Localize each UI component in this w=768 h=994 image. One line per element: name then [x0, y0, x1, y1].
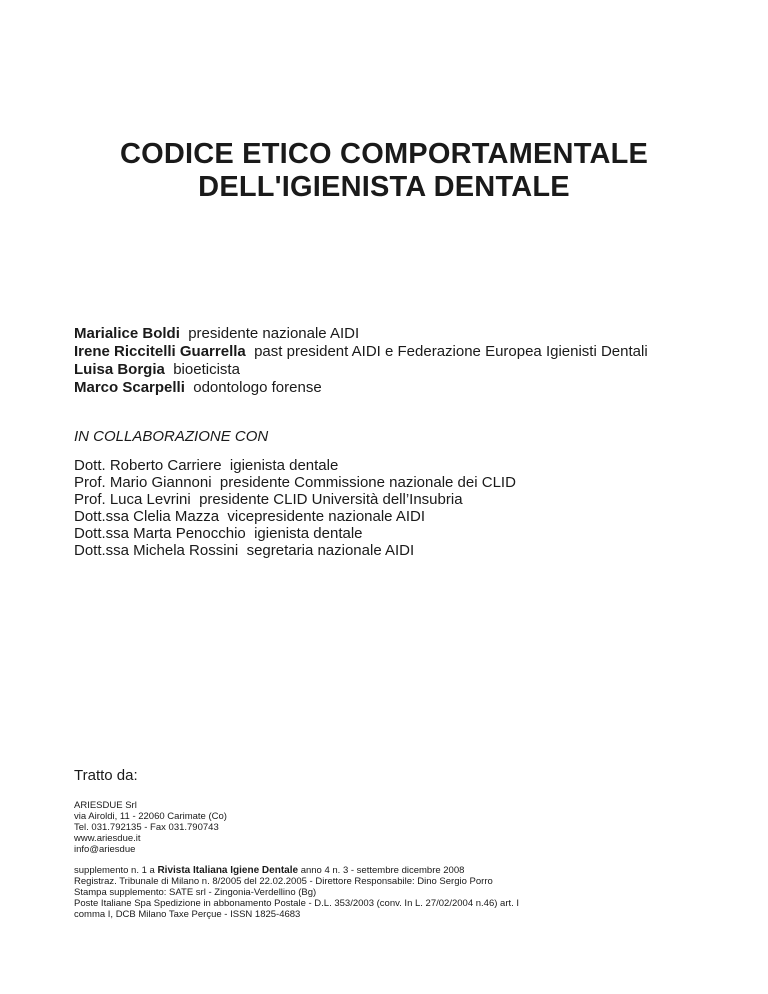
collaborator-role: igienista dentale	[229, 457, 339, 474]
author-role: presidente nazionale AIDI	[188, 325, 360, 342]
author-row	[74, 379, 648, 397]
document-title	[0, 138, 768, 204]
author-name: Irene Riccitelli Guarrella	[74, 343, 246, 360]
author-row	[74, 343, 648, 361]
publisher-phone: Tel. 031.792135 - Fax 031.790743	[74, 822, 219, 833]
title-line-2: DELL'IGIENISTA DENTALE	[198, 171, 570, 203]
collaborator-role: vicepresidente nazionale AIDI	[227, 508, 426, 525]
publisher-email: info@ariesdue	[74, 844, 136, 855]
journal-name: Rivista Italiana Igiene Dentale	[157, 865, 299, 876]
author-row	[74, 325, 648, 343]
collaborator-name: Dott. Roberto Carriere	[74, 457, 222, 474]
publisher-name: ARIESDUE Srl	[74, 800, 137, 811]
collaborator-role: igienista dentale	[254, 525, 363, 542]
collaborator-row	[74, 474, 516, 491]
collaborator-row	[74, 525, 516, 542]
publisher-website: www.ariesdue.it	[74, 833, 141, 844]
issn-line: comma I, DCB Milano Taxe Perçue - ISSN 1825-4683	[74, 909, 301, 920]
supplement-suffix: anno 4 n. 3 - settembre dicembre 2008	[298, 865, 465, 876]
author-name: Luisa Borgia	[74, 361, 165, 378]
author-role: odontologo forense	[193, 379, 322, 396]
collaborator-name: Dott.ssa Marta Penocchio	[74, 525, 246, 542]
supplement-prefix: supplemento n. 1 a	[74, 865, 158, 876]
supplement-info	[74, 865, 694, 920]
title-line-1: CODICE ETICO COMPORTAMENTALE	[119, 138, 649, 170]
collaborator-row	[74, 508, 516, 525]
printing-line: Stampa supplemento: SATE srl - Zingonia-Verdellino (Bg)	[74, 887, 317, 898]
collaborator-row	[74, 457, 516, 474]
collaborator-name: Prof. Luca Levrini	[74, 491, 191, 508]
author-name: Marialice Boldi	[74, 325, 180, 342]
collaborator-name: Dott.ssa Michela Rossini	[74, 542, 239, 559]
collaborator-name: Dott.ssa Clelia Mazza	[74, 508, 220, 525]
collaborator-role: segretaria nazionale AIDI	[246, 542, 415, 559]
authors-list	[74, 325, 648, 397]
author-row	[74, 361, 648, 379]
registration-line: Registraz. Tribunale di Milano n. 8/2005 del 22.02.2005 - Direttore Responsabile: Dino Sergio Porro	[74, 876, 493, 887]
collaborator-role: presidente Commissione nazionale dei CLID	[219, 474, 516, 491]
collaborator-name: Prof. Mario Giannoni	[74, 474, 212, 491]
author-role: bioeticista	[173, 361, 240, 378]
author-role: past president AIDI e Federazione Europea Igienisti Dentali	[254, 343, 648, 360]
source-label: Tratto da:	[74, 767, 138, 784]
publisher-address: via Airoldi, 11 - 22060 Carimate (Co)	[74, 811, 227, 822]
collaborator-row	[74, 491, 516, 508]
author-name: Marco Scarpelli	[74, 379, 185, 396]
collaborators-list	[74, 457, 516, 559]
postal-line: Poste Italiane Spa Spedizione in abbonamento Postale - D.L. 353/2003 (conv. In L. 27/02/2004 n.46) art. I	[74, 898, 520, 909]
collaborator-row	[74, 542, 516, 559]
collaborator-role: presidente CLID Università dell’Insubria	[199, 491, 463, 508]
collaboration-heading: IN COLLABORAZIONE CON	[74, 428, 269, 445]
supplement-line	[74, 865, 694, 876]
publisher-info	[74, 800, 227, 855]
